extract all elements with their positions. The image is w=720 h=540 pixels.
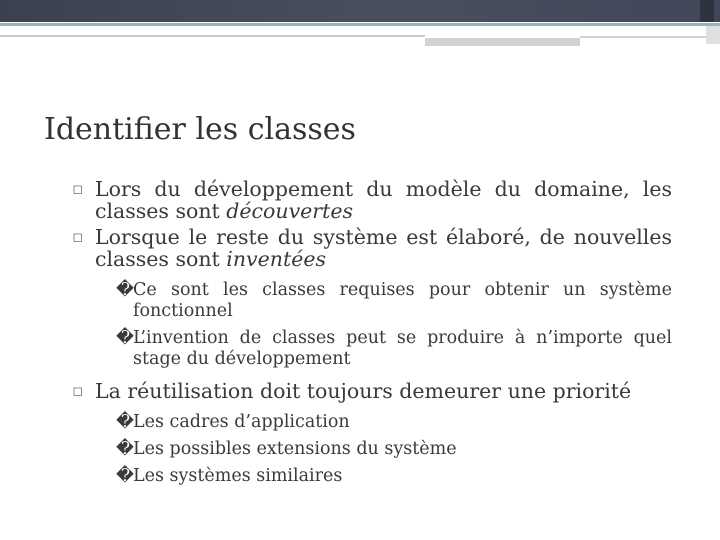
sub-bullet-marker: � — [116, 412, 134, 432]
sub-bullet-marker: � — [116, 280, 134, 300]
sub-bullet-item — [116, 328, 672, 370]
sub-bullet-text: Les possibles extensions du système — [133, 439, 457, 459]
sub-bullet-text: L’invention de classes peut se produire à n’importe quel stage du développement — [133, 328, 672, 369]
sub-bullet-text: Les cadres d’application — [133, 412, 350, 432]
sub-bullet-marker: � — [116, 439, 134, 459]
top-divider-left — [0, 35, 425, 37]
bullet-item — [72, 178, 672, 222]
sub-bullet-item — [116, 466, 672, 487]
top-divider-mid — [425, 38, 580, 46]
slide-body — [72, 178, 672, 487]
top-bar-notch — [700, 0, 714, 22]
bullet-emphasis: découvertes — [226, 199, 353, 223]
bullet-marker: ▫ — [72, 381, 84, 401]
sub-bullet-marker: � — [116, 328, 134, 348]
sub-bullet-item — [116, 280, 672, 322]
sub-bullet-text: Ce sont les classes requises pour obtenir un système fonctionnel — [133, 280, 672, 321]
sub-bullet-text: Les systèmes similaires — [133, 466, 343, 486]
sub-bullet-item — [116, 412, 672, 433]
bullet-text: La réutilisation doit toujours demeurer une priorité — [95, 379, 632, 403]
bullet-text: Lors du développement du modèle du domaine, les classes sont — [95, 177, 672, 223]
sub-bullet-item — [116, 439, 672, 460]
bullet-item — [72, 380, 672, 402]
top-divider-right — [580, 36, 720, 38]
bullet-item — [72, 226, 672, 270]
sub-bullet-marker: � — [116, 466, 134, 486]
bullet-marker: ▫ — [72, 227, 84, 247]
bullet-text: Lorsque le reste du système est élaboré, de nouvelles classes sont — [95, 225, 672, 271]
slide-title: Identifier les classes — [44, 112, 356, 147]
top-dark-bar — [0, 0, 720, 22]
bullet-emphasis: inventées — [226, 247, 326, 271]
top-divider-corner — [706, 26, 720, 44]
top-accent-bar — [0, 23, 720, 26]
bullet-marker: ▫ — [72, 179, 84, 199]
